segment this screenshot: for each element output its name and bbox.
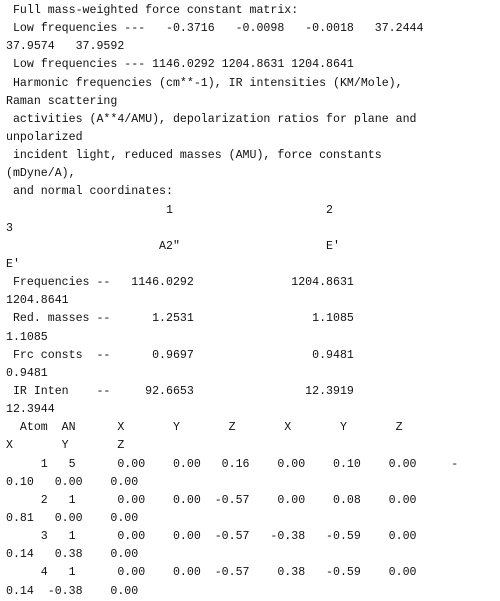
output-line: 1 5 0.00 0.00 0.16 0.00 0.10 0.00 - <box>6 457 459 471</box>
output-line: X Y Z <box>6 439 125 453</box>
output-line: 4 1 0.00 0.00 -0.57 0.38 -0.59 0.00 <box>6 566 417 580</box>
output-line: 12.3944 <box>6 403 55 417</box>
output-line: Low frequencies --- 1146.0292 1204.8631 1204.8641 <box>6 58 354 72</box>
output-line: 0.9481 <box>6 366 48 380</box>
output-line: Low frequencies --- -0.3716 -0.0098 -0.0018 37.2444 <box>6 22 424 36</box>
output-line: 0.14 0.38 0.00 <box>6 548 139 562</box>
output-line: activities (A**4/AMU), depolarization ratios for plane and <box>6 112 417 126</box>
output-line: Raman scattering <box>6 94 118 108</box>
output-line: incident light, reduced masses (AMU), force constants <box>6 149 382 163</box>
output-line: 1 2 <box>6 203 333 217</box>
output-line: IR Inten -- 92.6653 12.3919 <box>6 384 354 398</box>
output-line: and normal coordinates: <box>6 185 173 199</box>
output-line: 3 <box>6 221 13 235</box>
output-line: 0.81 0.00 0.00 <box>6 511 139 525</box>
output-line: (mDyne/A), <box>6 167 76 181</box>
output-line: E' <box>6 257 20 271</box>
output-line: 1204.8641 <box>6 294 69 308</box>
output-line: Frequencies -- 1146.0292 1204.8631 <box>6 276 354 290</box>
output-line: unpolarized <box>6 130 83 144</box>
output-line: 0.10 0.00 0.00 <box>6 475 139 489</box>
output-line: 2 1 0.00 0.00 -0.57 0.00 0.08 0.00 <box>6 493 417 507</box>
output-line: 1.1085 <box>6 330 48 344</box>
output-line: Full mass-weighted force constant matrix: <box>6 4 299 17</box>
output-line: A2" E' <box>6 239 340 253</box>
output-line: 37.9574 37.9592 <box>6 40 125 54</box>
output-line: Red. masses -- 1.2531 1.1085 <box>6 312 354 326</box>
output-line: Atom AN X Y Z X Y Z <box>6 421 403 435</box>
output-line: Harmonic frequencies (cm**-1), IR intensities (KM/Mole), <box>6 76 403 90</box>
output-line: 3 1 0.00 0.00 -0.57 -0.38 -0.59 0.00 <box>6 530 417 544</box>
output-line: 0.14 -0.38 0.00 <box>6 584 139 598</box>
output-line: Frc consts -- 0.9697 0.9481 <box>6 348 354 362</box>
